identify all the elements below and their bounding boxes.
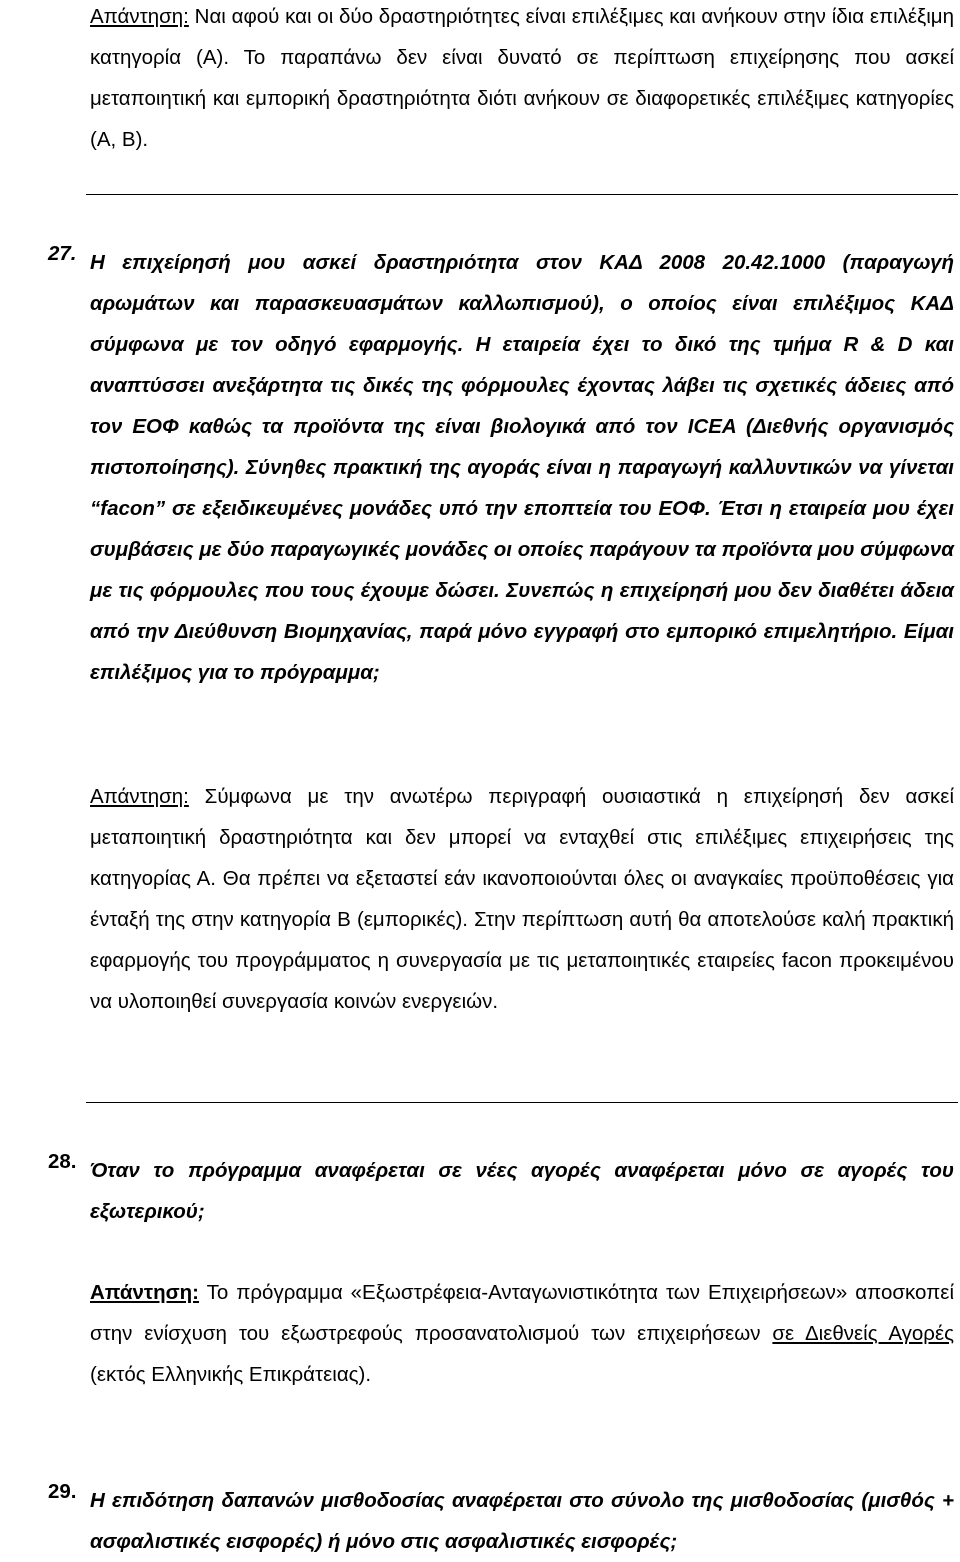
question-28-number: 28. — [48, 1150, 77, 1173]
question-28-text: Όταν το πρόγραμμα αναφέρεται σε νέες αγορές αναφέρεται μόνο σε αγορές του εξωτερικού; — [90, 1159, 954, 1223]
answer-27 — [90, 776, 954, 1022]
question-27-number: 27. — [48, 242, 77, 265]
answer-label: Απάντηση: — [90, 1281, 199, 1304]
answer-26 — [90, 0, 954, 160]
question-29-number: 29. — [48, 1480, 77, 1503]
question-27 — [90, 242, 954, 693]
separator-rule — [86, 1102, 958, 1103]
question-28 — [90, 1150, 954, 1232]
answer-28 — [90, 1272, 954, 1395]
answer-label: Απάντηση: — [90, 785, 189, 808]
answer-26-paragraph: Απάντηση: Ναι αφού και οι δύο δραστηριότητες είναι επιλέξιμες και ανήκουν στην ίδια επιλέξιμη κατηγορία (Α). Το παραπάνω δεν είναι δυνατό σε περίπτωση επιχείρησης που ασκεί μεταποιητική και εμπορική δραστηριότητα διότι ανήκουν σε διαφορετικές επιλέξιμες κατηγορίες (Α, Β). — [90, 5, 954, 151]
question-29 — [90, 1480, 954, 1562]
answer-27-paragraph: Απάντηση: Σύμφωνα με την ανωτέρω περιγραφή ουσιαστικά η επιχείρησή δεν ασκεί μεταποιητική δραστηριότητα και δεν μπορεί να ενταχθεί στις επιλέξιμες επιχειρήσεις της κατηγορίας Α. Θα πρέπει να εξεταστεί εάν ικανοποιούνται όλες οι αναγκαίες προϋποθέσεις για ένταξή της στην κατηγορία Β (εμπορικές). Στην περίπτωση αυτή θα αποτελούσε καλή πρακτική εφαρμογής του προγράμματος η συνεργασία με τις μεταποιητικές εταιρείες facon προκειμένου να υλοποιηθεί συνεργασία κοινών ενεργειών. — [90, 785, 954, 1013]
answer-28-paragraph: Απάντηση: Το πρόγραμμα «Εξωστρέφεια-Ανταγωνιστικότητα των Επιχειρήσεων» αποσκοπεί στην ενίσχυση του εξωστρεφούς προσανατολισμού των επιχειρήσεων σε Διεθνείς Αγορές (εκτός Ελληνικής Επικράτειας). — [90, 1281, 954, 1386]
separator-rule — [86, 194, 958, 195]
question-27-text: Η επιχείρησή μου ασκεί δραστηριότητα στον ΚΑΔ 2008 20.42.1000 (παραγωγή αρωμάτων και παρασκευασμάτων καλλωπισμού), ο οποίος είναι επιλέξιμος ΚΑΔ σύμφωνα με τον οδηγό εφαρμογής. Η εταιρεία έχει το δικό της τμήμα R & D και αναπτύσσει ανεξάρτητα τις δικές της φόρμουλες έχοντας λάβει τις σχετικές άδειες από τον ΕΟΦ καθώς τα προϊόντα της είναι βιολογικά από τον ICEA (Διεθνής οργανισμός πιστοποίησης). Σύνηθες πρακτική της αγοράς είναι η παραγωγή καλλυντικών να γίνεται “facon” σε εξειδικευμένες μονάδες υπό την εποπτεία του ΕΟΦ. Έτσι η εταιρεία μου έχει συμβάσεις με δύο παραγωγικές μονάδες οι οποίες παράγουν τα προϊόντα μου σύμφωνα με τις φόρμουλες που τους έχουμε δώσει. Συνεπώς η επιχείρησή μου δεν διαθέτει άδεια από την Διεύθυνση Βιομηχανίας, παρά μόνο εγγραφή στο εμπορικό επιμελητήριο. Είμαι επιλέξιμος για το πρόγραμμα; — [90, 251, 954, 684]
international-markets-emphasis: σε Διεθνείς Αγορές — [772, 1322, 954, 1345]
answer-label: Απάντηση: — [90, 5, 189, 28]
question-29-text: Η επιδότηση δαπανών μισθοδοσίας αναφέρεται στο σύνολο της μισθοδοσίας (μισθός + ασφαλιστικές εισφορές) ή μόνο στις ασφαλιστικές εισφορές; — [90, 1489, 954, 1553]
